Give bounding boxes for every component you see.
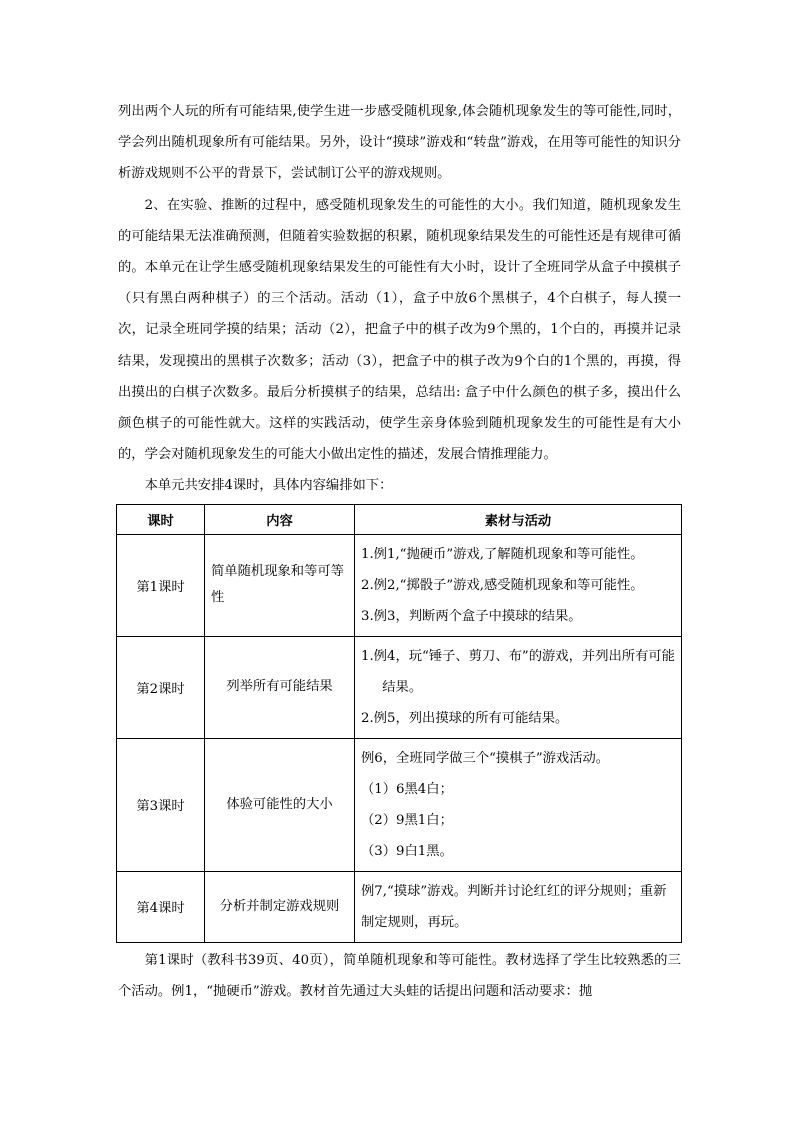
activity-item: 2.例5，列出摸球的所有可能结果。: [361, 710, 569, 726]
content-cell: 简单随机现象和等可等性: [205, 534, 355, 636]
paragraph-1: 列出两个人玩的所有可能结果,使学生进一步感受随机现象,体会随机现象发生的等可能性,同时，学会列出随机现象所有可能结果。另外，设计“摸球”游戏和“转盘”游戏，在用等可能性的知识分析游戏规则不公平的背景下，尝试制订公平的游戏规则。: [118, 104, 681, 182]
document-page: [118, 96, 681, 1007]
activity-item: 例6，全班同学做三个“摸棋子”游戏活动。: [361, 750, 610, 766]
content-cell: 列举所有可能结果: [205, 636, 355, 738]
lesson-cell: 第2课时: [117, 636, 205, 738]
activities-cell: [355, 871, 682, 942]
lesson-cell: 第4课时: [117, 871, 205, 942]
table-row: [117, 738, 682, 871]
table-header-row: [117, 504, 682, 534]
lesson-cell: 第3课时: [117, 738, 205, 871]
paragraph-3: 本单元共安排4课时，具体内容编排如下：: [144, 478, 393, 494]
content-cell: 分析并制定游戏规则: [205, 871, 355, 942]
paragraph-2: 2、在实验、推断的过程中，感受随机现象发生的可能性的大小。我们知道，随机现象发生的可能结果无法准确预测，但随着实验数据的积累，随机现象结果发生的可能性还是有规律可循的。本单元在让学生感受随机现象结果发生的可能性有大小时，设计了全班同学从盒子中摸棋子（只有黑白两种棋子）的三个活动。活动（1），盒子中放6个黑棋子，4个白棋子，每人摸一次，记录全班同学摸的结果；活动（2），把盒子中的棋子改为9个黑的，1个白的，再摸并记录结果，发现摸出的黑棋子次数多；活动（3），把盒子中的棋子改为9个白的1个黑的，再摸，得出摸出的白棋子次数多。最后分析摸棋子的结果，总结出: 盒子中什么颜色的棋子多，摸出什么颜色棋子的可能性就大。这样的实践活动，使学生亲身体验到随机现象发生的可能性是有大小的，学会对随机现象发生的可能大小做出定性的描述，发展合情推理能力。: [118, 197, 681, 463]
header-content: 内容: [205, 504, 355, 534]
activity-item: 1.例1,“抛硬币”游戏,了解随机现象和等可能性。: [361, 546, 644, 562]
paragraph-4: 第1课时（教科书39页、40页），简单随机现象和等可能性。教材选择了学生比较熟悉的三个活动。例1，“抛硬币”游戏。教材首先通过大头蛙的话提出问题和活动要求：抛: [118, 952, 681, 999]
activity-item: （3）9白1黑。: [361, 843, 453, 859]
content-cell: 体验可能性的大小: [205, 738, 355, 871]
table-row: [117, 534, 682, 636]
header-lesson: 课时: [117, 504, 205, 534]
activities-cell: [355, 534, 682, 636]
activity-item: （2）9黑1白；: [361, 812, 453, 828]
table-row: [117, 871, 682, 942]
activities-cell: [355, 636, 682, 738]
lesson-schedule-table: [116, 504, 682, 943]
activity-item: （1）6黑4白；: [361, 781, 453, 797]
activities-cell: [355, 738, 682, 871]
header-activities: 素材与活动: [355, 504, 682, 534]
lesson-cell: 第1课时: [117, 534, 205, 636]
activity-item: 1.例4，玩“锤子、剪刀、布”的游戏，并列出所有可能结果。: [361, 648, 675, 695]
table-row: [117, 636, 682, 738]
activity-item: 2.例2,“掷骰子”游戏,感受随机现象和等可能性。: [361, 577, 644, 593]
activity-item: 3.例3，判断两个盒子中摸球的结果。: [361, 608, 582, 624]
activity-item: 例7,“摸球”游戏。判断并讨论红红的评分规则；重新制定规则，再玩。: [361, 883, 667, 930]
